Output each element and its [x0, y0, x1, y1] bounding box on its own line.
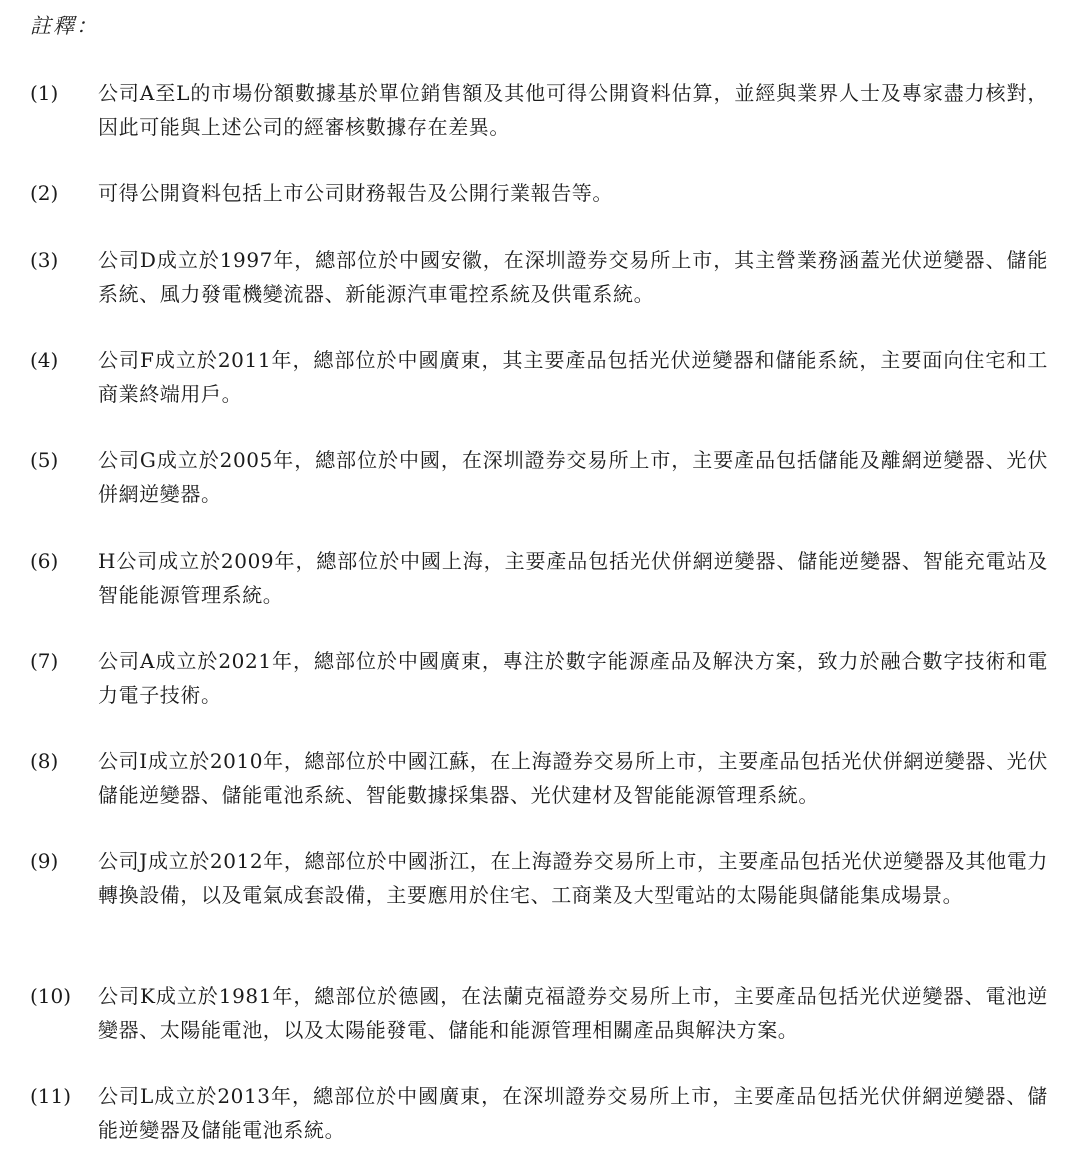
- note-text: 公司I成立於2010年，總部位於中國江蘇，在上海證券交易所上市，主要產品包括光伏併網逆變器、光伏儲能逆變器、儲能電池系統、智能數據採集器、光伏建材及智能能源管理系統。: [98, 749, 1048, 807]
- note-text: 公司G成立於2005年，總部位於中國，在深圳證券交易所上市，主要產品包括儲能及離網逆變器、光伏併網逆變器。: [98, 448, 1048, 506]
- note-number: (11): [30, 1084, 72, 1108]
- note-text: 公司D成立於1997年，總部位於中國安徽，在深圳證券交易所上市，其主營業務涵蓋光伏逆變器、儲能系統、風力發電機變流器、新能源汽車電控系統及供電系統。: [98, 248, 1048, 306]
- notes-heading: 註釋：: [30, 14, 99, 38]
- note-text: 公司J成立於2012年，總部位於中國浙江，在上海證券交易所上市，主要產品包括光伏逆變器及其他電力轉換設備，以及電氣成套設備，主要應用於住宅、工商業及大型電站的太陽能與儲能集成場景。: [98, 849, 1048, 907]
- note-number: (1): [30, 81, 59, 105]
- note-number: (9): [30, 849, 59, 873]
- note-number: (2): [30, 181, 59, 205]
- note-number: (4): [30, 348, 59, 372]
- note-text: 公司L成立於2013年，總部位於中國廣東，在深圳證券交易所上市，主要產品包括光伏併網逆變器、儲能逆變器及儲能電池系統。: [98, 1084, 1048, 1142]
- note-number: (10): [30, 984, 72, 1008]
- note-number: (5): [30, 448, 59, 472]
- note-number: (6): [30, 549, 59, 573]
- note-text: 公司A成立於2021年，總部位於中國廣東，專注於數字能源產品及解決方案，致力於融合數字技術和電力電子技術。: [98, 649, 1048, 707]
- note-number: (7): [30, 649, 59, 673]
- note-text: H公司成立於2009年，總部位於中國上海，主要產品包括光伏併網逆變器、儲能逆變器、智能充電站及智能能源管理系統。: [98, 549, 1048, 607]
- note-number: (3): [30, 248, 59, 272]
- note-text: 公司A至L的市場份額數據基於單位銷售額及其他可得公開資料估算，並經與業界人士及專家盡力核對，因此可能與上述公司的經審核數據存在差異。: [98, 81, 1048, 139]
- note-text: 可得公開資料包括上市公司財務報告及公開行業報告等。: [98, 181, 613, 205]
- note-number: (8): [30, 749, 59, 773]
- note-text: 公司F成立於2011年，總部位於中國廣東，其主要產品包括光伏逆變器和儲能系統，主要面向住宅和工商業終端用戶。: [98, 348, 1048, 406]
- note-text: 公司K成立於1981年，總部位於德國，在法蘭克福證券交易所上市，主要產品包括光伏逆變器、電池逆變器、太陽能電池，以及太陽能發電、儲能和能源管理相關產品與解決方案。: [98, 984, 1048, 1042]
